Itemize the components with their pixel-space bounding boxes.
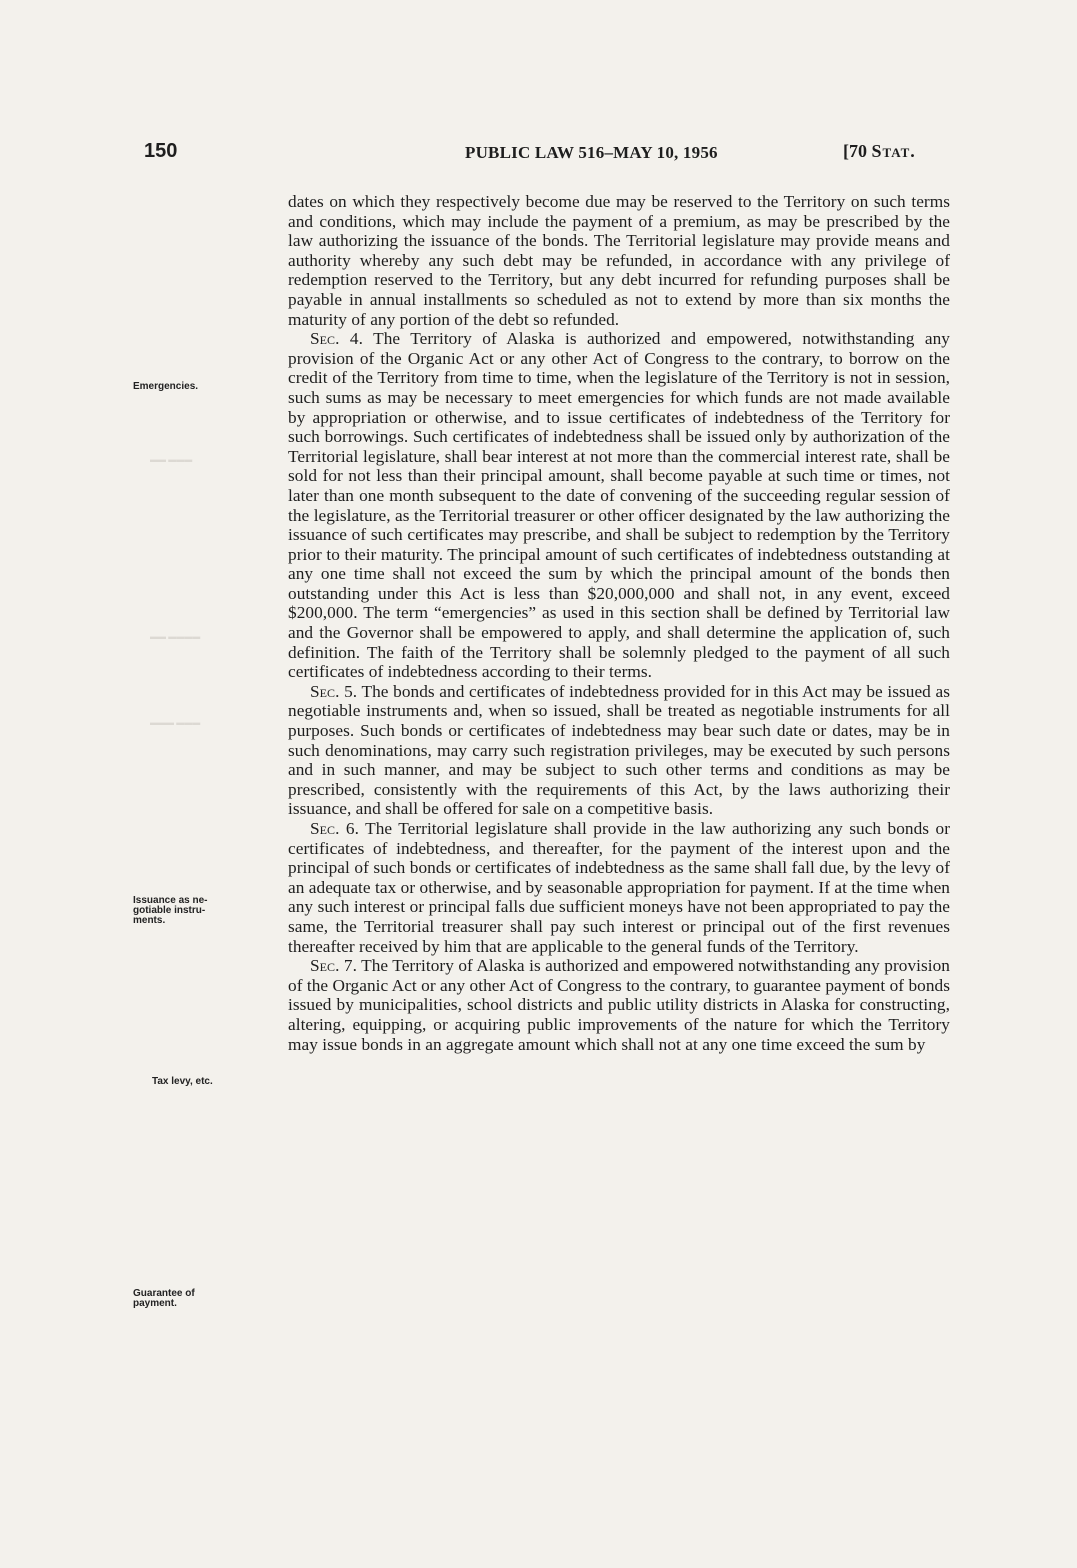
margin-note-line: Guarantee of xyxy=(133,1288,195,1299)
section-text: The Territory of Alaska is authorized and empowered, notwithstanding any provision of the Organic Act or any other Act of Congress to the contrary, to borrow on the credit of the Territory from time to time, when the legislature of the Territory is not in session, such sums as may be necessary to meet emergencies for which funds are not made available by appropriation or otherwise, and to issue certificates of indebtedness of the Territory for such borrowings. Such certificates of indebtedness shall be issued only by authorization of the Territorial legislature, shall bear interest at not more than the commercial interest rate, shall be sold for not less than their principal amount, shall become payable at such time or times, not later than one month subsequent to the date of convening of the succeeding regular session of the legislature, as the Territorial treasurer or other officer designated by the law authorizing the issuance of such certificates may prescribe, and shall be subject to redemption by the Territory prior to their maturity. The principal amount of such certificates of indebtedness outstanding at any one time shall not exceed the sum by which the principal amount of the bonds then outstanding under this Act is less than $20,000,000 and shall not, in any event, exceed $200,000. The term “emergencies” as used in this section shall be defined by Territorial law and the Governor shall be empowered to apply, and shall determine the application of, such definition. The faith of the Territory shall be solemnly pledged to the payment of all such certificates of indebtedness according to their terms. xyxy=(288,329,950,682)
margin-note-guarantee xyxy=(133,1289,283,1309)
margin-note-line: Issuance as ne- xyxy=(133,895,208,906)
page-number: 150 xyxy=(144,140,178,162)
paragraph-sec-6 xyxy=(288,819,950,956)
section-label: Sec. 6. xyxy=(310,819,359,838)
bleed-through-mark: ▬▬▬ ▬▬ xyxy=(150,455,193,464)
margin-note-line: ments. xyxy=(133,915,166,926)
paragraph-continuation: dates on which they respectively become due may be reserved to the Territory on such terms and conditions, which may include the payment of a premium, as may be prescribed by the law authorizing the issuance of the bonds. The Territorial legislature may provide means and authority whereby any such debt may be refunded, in accordance with any privilege of redemption reserved to the Territory, but any debt incurred for refunding purposes shall be payable in annual installments so scheduled as not to extend by more than six months the maturity of any portion of the debt so refunded. xyxy=(288,192,950,329)
section-text: The Territorial legislature shall provide in the law authorizing any such bonds or certificates of indebtedness, and thereafter, for the payment of the interest upon and the principal of such bonds or certificates of indebtedness as the same shall fall due, by the levy of an adequate tax or otherwise, and by seasonable appropriation for payment. If at the time when any such interest or principal falls due sufficient moneys have not been appropriated to pay the same, the Territorial treasurer shall pay such interest or principal out of the first revenues thereafter received by him that are applicable to the general funds of the Territory. xyxy=(288,819,950,956)
volume-reference xyxy=(843,141,916,162)
volume-ref-bracket: [70 xyxy=(843,141,867,161)
paragraph-sec-7 xyxy=(288,956,950,1054)
volume-ref-abbr: Stat. xyxy=(871,141,916,161)
paragraph-sec-5 xyxy=(288,682,950,819)
margin-note-issuance xyxy=(133,896,283,926)
section-label: Sec. 5. xyxy=(310,681,358,701)
paragraph-sec-4 xyxy=(288,329,950,682)
section-text: The bonds and certificates of indebtedness provided for in this Act may be issued as negotiable instruments and, when so issued, shall be treated as negotiable instruments for all purposes. Such bonds or certificates of indebtedness may bear such date or dates, may be in such denominations, may carry such registration privileges, may be executed by such persons and in such manner, and may be subject to such other terms and conditions as may be prescribed, consistently with the requirements of this Act, by the laws authorizing their issuance, and shall be offered for sale on a competitive basis. xyxy=(288,681,950,819)
section-label: Sec. 4. xyxy=(310,329,363,349)
running-head: PUBLIC LAW 516–MAY 10, 1956 xyxy=(465,143,718,162)
margin-note-line: payment. xyxy=(133,1298,177,1309)
bleed-through-mark: ▬▬▬ ▬▬▬ xyxy=(150,718,201,727)
section-text: The Territory of Alaska is authorized and empowered notwithstanding any provision of the Organic Act or any other Act of Congress to the contrary, to guarantee payment of bonds issued by municipalities, school districts and public utility districts in Alaska for constructing, altering, equipping, or acquiring public improvements of the nature for which the Territory may issue bonds in an aggregate amount which shall not at any one time exceed the sum by xyxy=(288,956,950,1054)
bleed-through-mark: ▬▬▬▬ ▬▬ xyxy=(150,632,201,641)
section-label: Sec. 7. xyxy=(310,956,357,976)
margin-note-line: gotiable instru- xyxy=(133,905,206,916)
body-text xyxy=(288,192,950,1054)
margin-note-tax-levy: Tax levy, etc. xyxy=(152,1076,213,1087)
margin-note-emergencies: Emergencies. xyxy=(133,381,199,392)
